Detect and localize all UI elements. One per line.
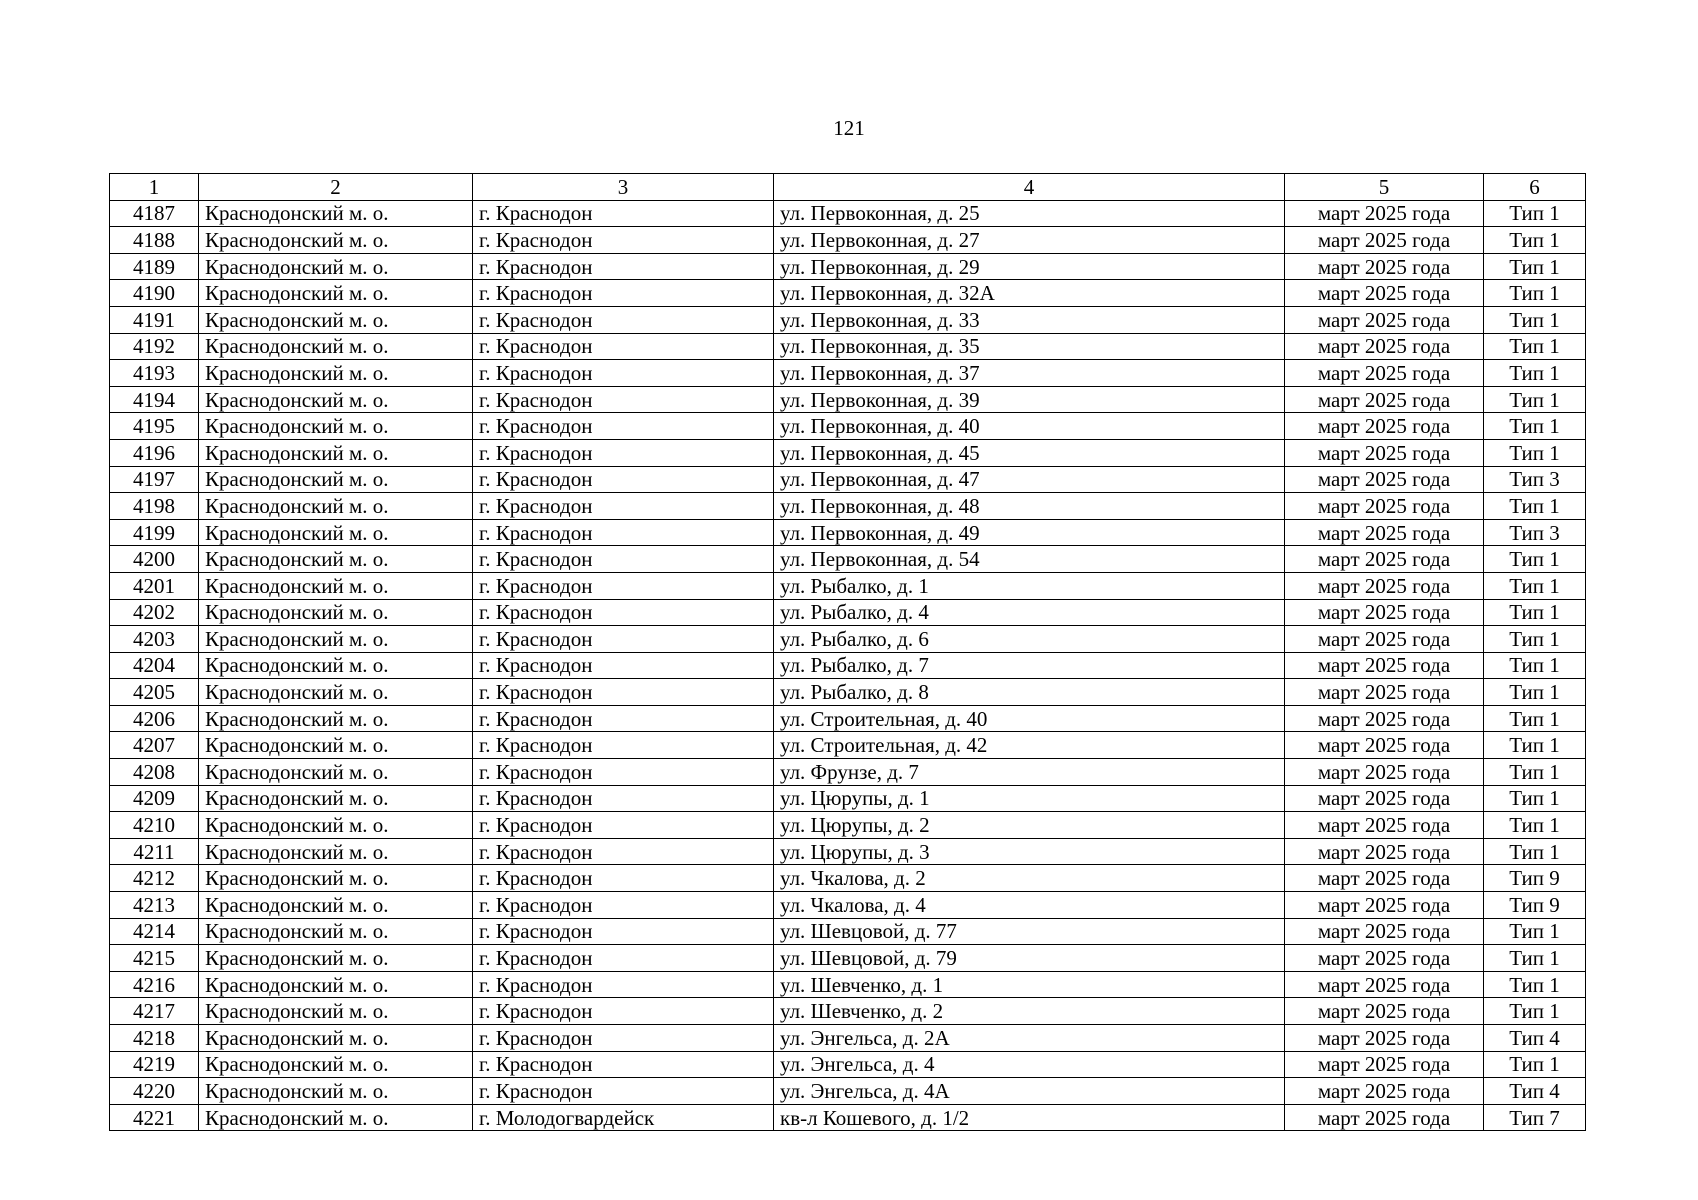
type-cell: Тип 1 bbox=[1484, 333, 1586, 360]
type-cell: Тип 1 bbox=[1484, 626, 1586, 653]
municipality-cell: Краснодонский м. о. bbox=[199, 439, 473, 466]
table-row bbox=[110, 1104, 1586, 1131]
table-row bbox=[110, 918, 1586, 945]
row-number-cell: 4198 bbox=[110, 493, 199, 520]
type-cell: Тип 1 bbox=[1484, 652, 1586, 679]
address-cell: ул. Шевцовой, д. 79 bbox=[774, 945, 1285, 972]
municipality-cell: Краснодонский м. о. bbox=[199, 785, 473, 812]
type-cell: Тип 1 bbox=[1484, 413, 1586, 440]
municipality-cell: Краснодонский м. о. bbox=[199, 200, 473, 227]
row-number-cell: 4216 bbox=[110, 971, 199, 998]
row-number-cell: 4214 bbox=[110, 918, 199, 945]
municipality-cell: Краснодонский м. о. bbox=[199, 626, 473, 653]
address-cell: ул. Энгельса, д. 4А bbox=[774, 1078, 1285, 1105]
settlement-cell: г. Краснодон bbox=[473, 892, 774, 919]
settlement-cell: г. Краснодон bbox=[473, 759, 774, 786]
row-number-cell: 4202 bbox=[110, 599, 199, 626]
address-cell: ул. Цюрупы, д. 1 bbox=[774, 785, 1285, 812]
column-header: 4 bbox=[774, 174, 1285, 201]
municipality-cell: Краснодонский м. о. bbox=[199, 679, 473, 706]
type-cell: Тип 1 bbox=[1484, 360, 1586, 387]
date-cell: март 2025 года bbox=[1285, 998, 1484, 1025]
row-number-cell: 4191 bbox=[110, 306, 199, 333]
settlement-cell: г. Краснодон bbox=[473, 599, 774, 626]
date-cell: март 2025 года bbox=[1285, 679, 1484, 706]
date-cell: март 2025 года bbox=[1285, 360, 1484, 387]
municipality-cell: Краснодонский м. о. bbox=[199, 812, 473, 839]
table-row bbox=[110, 493, 1586, 520]
type-cell: Тип 1 bbox=[1484, 439, 1586, 466]
type-cell: Тип 9 bbox=[1484, 892, 1586, 919]
municipality-cell: Краснодонский м. о. bbox=[199, 1025, 473, 1052]
date-cell: март 2025 года bbox=[1285, 493, 1484, 520]
type-cell: Тип 1 bbox=[1484, 546, 1586, 573]
type-cell: Тип 1 bbox=[1484, 679, 1586, 706]
address-cell: ул. Первоконная, д. 39 bbox=[774, 386, 1285, 413]
municipality-cell: Краснодонский м. о. bbox=[199, 892, 473, 919]
municipality-cell: Краснодонский м. о. bbox=[199, 333, 473, 360]
date-cell: март 2025 года bbox=[1285, 1025, 1484, 1052]
date-cell: март 2025 года bbox=[1285, 1078, 1484, 1105]
address-cell: ул. Шевченко, д. 2 bbox=[774, 998, 1285, 1025]
table-row bbox=[110, 572, 1586, 599]
date-cell: март 2025 года bbox=[1285, 705, 1484, 732]
row-number-cell: 4204 bbox=[110, 652, 199, 679]
settlement-cell: г. Краснодон bbox=[473, 998, 774, 1025]
settlement-cell: г. Краснодон bbox=[473, 466, 774, 493]
settlement-cell: г. Краснодон bbox=[473, 253, 774, 280]
table-row bbox=[110, 865, 1586, 892]
page-number: 121 bbox=[833, 116, 865, 140]
address-cell: ул. Фрунзе, д. 7 bbox=[774, 759, 1285, 786]
row-number-cell: 4190 bbox=[110, 280, 199, 307]
type-cell: Тип 1 bbox=[1484, 998, 1586, 1025]
table-row bbox=[110, 892, 1586, 919]
municipality-cell: Краснодонский м. о. bbox=[199, 253, 473, 280]
row-number-cell: 4208 bbox=[110, 759, 199, 786]
table-row bbox=[110, 945, 1586, 972]
date-cell: март 2025 года bbox=[1285, 785, 1484, 812]
type-cell: Тип 1 bbox=[1484, 971, 1586, 998]
type-cell: Тип 1 bbox=[1484, 493, 1586, 520]
type-cell: Тип 1 bbox=[1484, 1051, 1586, 1078]
settlement-cell: г. Краснодон bbox=[473, 227, 774, 254]
date-cell: март 2025 года bbox=[1285, 546, 1484, 573]
table-row bbox=[110, 519, 1586, 546]
address-cell: ул. Шевцовой, д. 77 bbox=[774, 918, 1285, 945]
row-number-cell: 4209 bbox=[110, 785, 199, 812]
address-cell: ул. Цюрупы, д. 2 bbox=[774, 812, 1285, 839]
address-cell: ул. Чкалова, д. 4 bbox=[774, 892, 1285, 919]
date-cell: март 2025 года bbox=[1285, 439, 1484, 466]
row-number-cell: 4212 bbox=[110, 865, 199, 892]
header-row bbox=[110, 174, 1586, 201]
table-row bbox=[110, 1051, 1586, 1078]
table-row bbox=[110, 1078, 1586, 1105]
row-number-cell: 4193 bbox=[110, 360, 199, 387]
municipality-cell: Краснодонский м. о. bbox=[199, 1078, 473, 1105]
settlement-cell: г. Краснодон bbox=[473, 705, 774, 732]
type-cell: Тип 1 bbox=[1484, 280, 1586, 307]
address-cell: ул. Первоконная, д. 35 bbox=[774, 333, 1285, 360]
table-row bbox=[110, 546, 1586, 573]
column-header: 3 bbox=[473, 174, 774, 201]
municipality-cell: Краснодонский м. о. bbox=[199, 413, 473, 440]
table-row bbox=[110, 439, 1586, 466]
settlement-cell: г. Краснодон bbox=[473, 546, 774, 573]
address-cell: ул. Первоконная, д. 25 bbox=[774, 200, 1285, 227]
table-row bbox=[110, 466, 1586, 493]
municipality-cell: Краснодонский м. о. bbox=[199, 652, 473, 679]
settlement-cell: г. Краснодон bbox=[473, 386, 774, 413]
table-row bbox=[110, 413, 1586, 440]
settlement-cell: г. Краснодон bbox=[473, 493, 774, 520]
municipality-cell: Краснодонский м. о. bbox=[199, 838, 473, 865]
date-cell: март 2025 года bbox=[1285, 386, 1484, 413]
municipality-cell: Краснодонский м. о. bbox=[199, 732, 473, 759]
municipality-cell: Краснодонский м. о. bbox=[199, 599, 473, 626]
address-cell: ул. Первоконная, д. 29 bbox=[774, 253, 1285, 280]
settlement-cell: г. Краснодон bbox=[473, 732, 774, 759]
date-cell: март 2025 года bbox=[1285, 1104, 1484, 1131]
address-cell: ул. Строительная, д. 42 bbox=[774, 732, 1285, 759]
settlement-cell: г. Краснодон bbox=[473, 333, 774, 360]
municipality-cell: Краснодонский м. о. bbox=[199, 759, 473, 786]
settlement-cell: г. Краснодон bbox=[473, 413, 774, 440]
column-header: 6 bbox=[1484, 174, 1586, 201]
settlement-cell: г. Краснодон bbox=[473, 519, 774, 546]
row-number-cell: 4189 bbox=[110, 253, 199, 280]
settlement-cell: г. Краснодон bbox=[473, 812, 774, 839]
date-cell: март 2025 года bbox=[1285, 253, 1484, 280]
municipality-cell: Краснодонский м. о. bbox=[199, 493, 473, 520]
date-cell: март 2025 года bbox=[1285, 572, 1484, 599]
date-cell: март 2025 года bbox=[1285, 759, 1484, 786]
settlement-cell: г. Молодогвардейск bbox=[473, 1104, 774, 1131]
row-number-cell: 4192 bbox=[110, 333, 199, 360]
address-cell: ул. Строительная, д. 40 bbox=[774, 705, 1285, 732]
date-cell: март 2025 года bbox=[1285, 599, 1484, 626]
address-cell: ул. Первоконная, д. 54 bbox=[774, 546, 1285, 573]
municipality-cell: Краснодонский м. о. bbox=[199, 572, 473, 599]
settlement-cell: г. Краснодон bbox=[473, 626, 774, 653]
row-number-cell: 4206 bbox=[110, 705, 199, 732]
type-cell: Тип 1 bbox=[1484, 785, 1586, 812]
type-cell: Тип 1 bbox=[1484, 386, 1586, 413]
table-row bbox=[110, 732, 1586, 759]
settlement-cell: г. Краснодон bbox=[473, 785, 774, 812]
settlement-cell: г. Краснодон bbox=[473, 838, 774, 865]
settlement-cell: г. Краснодон bbox=[473, 1025, 774, 1052]
date-cell: март 2025 года bbox=[1285, 519, 1484, 546]
type-cell: Тип 4 bbox=[1484, 1025, 1586, 1052]
date-cell: март 2025 года bbox=[1285, 971, 1484, 998]
row-number-cell: 4207 bbox=[110, 732, 199, 759]
column-header: 2 bbox=[199, 174, 473, 201]
row-number-cell: 4201 bbox=[110, 572, 199, 599]
settlement-cell: г. Краснодон bbox=[473, 971, 774, 998]
table-row bbox=[110, 306, 1586, 333]
municipality-cell: Краснодонский м. о. bbox=[199, 519, 473, 546]
date-cell: март 2025 года bbox=[1285, 838, 1484, 865]
table-row bbox=[110, 785, 1586, 812]
municipality-cell: Краснодонский м. о. bbox=[199, 865, 473, 892]
type-cell: Тип 1 bbox=[1484, 945, 1586, 972]
municipality-cell: Краснодонский м. о. bbox=[199, 705, 473, 732]
type-cell: Тип 1 bbox=[1484, 253, 1586, 280]
table-row bbox=[110, 386, 1586, 413]
municipality-cell: Краснодонский м. о. bbox=[199, 386, 473, 413]
row-number-cell: 4194 bbox=[110, 386, 199, 413]
municipality-cell: Краснодонский м. о. bbox=[199, 280, 473, 307]
type-cell: Тип 1 bbox=[1484, 759, 1586, 786]
municipality-cell: Краснодонский м. о. bbox=[199, 1104, 473, 1131]
type-cell: Тип 3 bbox=[1484, 466, 1586, 493]
address-cell: ул. Рыбалко, д. 4 bbox=[774, 599, 1285, 626]
type-cell: Тип 1 bbox=[1484, 918, 1586, 945]
address-cell: ул. Первоконная, д. 37 bbox=[774, 360, 1285, 387]
table-row bbox=[110, 759, 1586, 786]
row-number-cell: 4205 bbox=[110, 679, 199, 706]
table-body bbox=[110, 200, 1586, 1131]
table-row bbox=[110, 253, 1586, 280]
municipality-cell: Краснодонский м. о. bbox=[199, 306, 473, 333]
row-number-cell: 4221 bbox=[110, 1104, 199, 1131]
table-row bbox=[110, 599, 1586, 626]
settlement-cell: г. Краснодон bbox=[473, 1051, 774, 1078]
table-row bbox=[110, 812, 1586, 839]
row-number-cell: 4210 bbox=[110, 812, 199, 839]
settlement-cell: г. Краснодон bbox=[473, 280, 774, 307]
address-cell: ул. Рыбалко, д. 1 bbox=[774, 572, 1285, 599]
type-cell: Тип 1 bbox=[1484, 306, 1586, 333]
settlement-cell: г. Краснодон bbox=[473, 865, 774, 892]
municipality-cell: Краснодонский м. о. bbox=[199, 546, 473, 573]
address-cell: ул. Рыбалко, д. 7 bbox=[774, 652, 1285, 679]
address-cell: ул. Рыбалко, д. 8 bbox=[774, 679, 1285, 706]
date-cell: март 2025 года bbox=[1285, 732, 1484, 759]
address-cell: ул. Первоконная, д. 32А bbox=[774, 280, 1285, 307]
address-cell: ул. Первоконная, д. 40 bbox=[774, 413, 1285, 440]
address-cell: ул. Первоконная, д. 49 bbox=[774, 519, 1285, 546]
settlement-cell: г. Краснодон bbox=[473, 360, 774, 387]
date-cell: март 2025 года bbox=[1285, 466, 1484, 493]
date-cell: март 2025 года bbox=[1285, 892, 1484, 919]
settlement-cell: г. Краснодон bbox=[473, 306, 774, 333]
row-number-cell: 4195 bbox=[110, 413, 199, 440]
column-header: 1 bbox=[110, 174, 199, 201]
row-number-cell: 4215 bbox=[110, 945, 199, 972]
row-number-cell: 4196 bbox=[110, 439, 199, 466]
municipality-cell: Краснодонский м. о. bbox=[199, 227, 473, 254]
municipality-cell: Краснодонский м. о. bbox=[199, 998, 473, 1025]
date-cell: март 2025 года bbox=[1285, 945, 1484, 972]
row-number-cell: 4197 bbox=[110, 466, 199, 493]
type-cell: Тип 1 bbox=[1484, 705, 1586, 732]
settlement-cell: г. Краснодон bbox=[473, 679, 774, 706]
type-cell: Тип 1 bbox=[1484, 227, 1586, 254]
table-row bbox=[110, 333, 1586, 360]
row-number-cell: 4220 bbox=[110, 1078, 199, 1105]
date-cell: март 2025 года bbox=[1285, 280, 1484, 307]
table-row bbox=[110, 998, 1586, 1025]
date-cell: март 2025 года bbox=[1285, 812, 1484, 839]
type-cell: Тип 1 bbox=[1484, 732, 1586, 759]
row-number-cell: 4218 bbox=[110, 1025, 199, 1052]
municipality-cell: Краснодонский м. о. bbox=[199, 971, 473, 998]
municipality-cell: Краснодонский м. о. bbox=[199, 360, 473, 387]
row-number-cell: 4200 bbox=[110, 546, 199, 573]
address-cell: ул. Чкалова, д. 2 bbox=[774, 865, 1285, 892]
type-cell: Тип 1 bbox=[1484, 572, 1586, 599]
type-cell: Тип 3 bbox=[1484, 519, 1586, 546]
settlement-cell: г. Краснодон bbox=[473, 918, 774, 945]
column-header: 5 bbox=[1285, 174, 1484, 201]
table-row bbox=[110, 227, 1586, 254]
type-cell: Тип 4 bbox=[1484, 1078, 1586, 1105]
address-cell: ул. Первоконная, д. 45 bbox=[774, 439, 1285, 466]
type-cell: Тип 1 bbox=[1484, 812, 1586, 839]
settlement-cell: г. Краснодон bbox=[473, 1078, 774, 1105]
settlement-cell: г. Краснодон bbox=[473, 652, 774, 679]
date-cell: март 2025 года bbox=[1285, 1051, 1484, 1078]
address-cell: кв-л Кошевого, д. 1/2 bbox=[774, 1104, 1285, 1131]
row-number-cell: 4213 bbox=[110, 892, 199, 919]
address-cell: ул. Первоконная, д. 27 bbox=[774, 227, 1285, 254]
date-cell: март 2025 года bbox=[1285, 333, 1484, 360]
table-row bbox=[110, 652, 1586, 679]
settlement-cell: г. Краснодон bbox=[473, 439, 774, 466]
table-row bbox=[110, 200, 1586, 227]
address-cell: ул. Рыбалко, д. 6 bbox=[774, 626, 1285, 653]
date-cell: март 2025 года bbox=[1285, 227, 1484, 254]
municipality-cell: Краснодонский м. о. bbox=[199, 918, 473, 945]
date-cell: март 2025 года bbox=[1285, 413, 1484, 440]
settlement-cell: г. Краснодон bbox=[473, 945, 774, 972]
table-row bbox=[110, 838, 1586, 865]
address-cell: ул. Первоконная, д. 48 bbox=[774, 493, 1285, 520]
address-cell: ул. Шевченко, д. 1 bbox=[774, 971, 1285, 998]
table-row bbox=[110, 971, 1586, 998]
type-cell: Тип 1 bbox=[1484, 838, 1586, 865]
address-cell: ул. Энгельса, д. 4 bbox=[774, 1051, 1285, 1078]
row-number-cell: 4219 bbox=[110, 1051, 199, 1078]
row-number-cell: 4199 bbox=[110, 519, 199, 546]
row-number-cell: 4188 bbox=[110, 227, 199, 254]
type-cell: Тип 7 bbox=[1484, 1104, 1586, 1131]
date-cell: март 2025 года bbox=[1285, 865, 1484, 892]
table-row bbox=[110, 679, 1586, 706]
table-row bbox=[110, 360, 1586, 387]
table-row bbox=[110, 705, 1586, 732]
row-number-cell: 4217 bbox=[110, 998, 199, 1025]
row-number-cell: 4211 bbox=[110, 838, 199, 865]
municipality-cell: Краснодонский м. о. bbox=[199, 1051, 473, 1078]
date-cell: март 2025 года bbox=[1285, 652, 1484, 679]
address-cell: ул. Первоконная, д. 47 bbox=[774, 466, 1285, 493]
date-cell: март 2025 года bbox=[1285, 918, 1484, 945]
municipality-cell: Краснодонский м. о. bbox=[199, 945, 473, 972]
row-number-cell: 4203 bbox=[110, 626, 199, 653]
address-cell: ул. Цюрупы, д. 3 bbox=[774, 838, 1285, 865]
row-number-cell: 4187 bbox=[110, 200, 199, 227]
table-row bbox=[110, 1025, 1586, 1052]
date-cell: март 2025 года bbox=[1285, 306, 1484, 333]
address-cell: ул. Первоконная, д. 33 bbox=[774, 306, 1285, 333]
registry-table bbox=[109, 173, 1586, 1131]
table-row bbox=[110, 280, 1586, 307]
type-cell: Тип 9 bbox=[1484, 865, 1586, 892]
date-cell: март 2025 года bbox=[1285, 626, 1484, 653]
date-cell: март 2025 года bbox=[1285, 200, 1484, 227]
table-row bbox=[110, 626, 1586, 653]
settlement-cell: г. Краснодон bbox=[473, 200, 774, 227]
settlement-cell: г. Краснодон bbox=[473, 572, 774, 599]
address-cell: ул. Энгельса, д. 2А bbox=[774, 1025, 1285, 1052]
type-cell: Тип 1 bbox=[1484, 200, 1586, 227]
type-cell: Тип 1 bbox=[1484, 599, 1586, 626]
municipality-cell: Краснодонский м. о. bbox=[199, 466, 473, 493]
